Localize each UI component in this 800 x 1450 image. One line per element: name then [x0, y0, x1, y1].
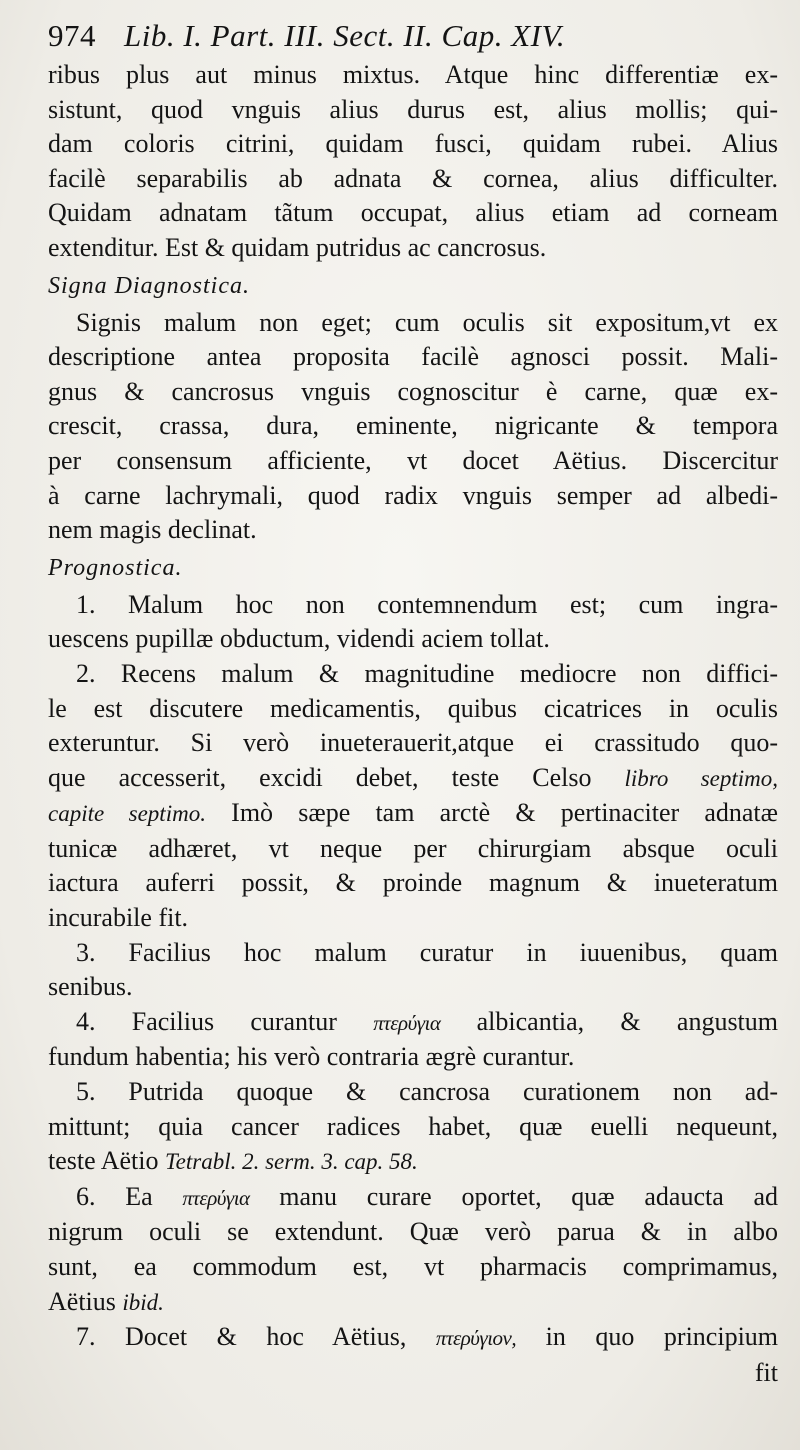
greek-word: πτερύγια [182, 1185, 250, 1210]
text-line: gnus & cancrosus vnguis cognoscitur è carne, quæ ex- [48, 376, 778, 406]
section-heading: Signa Diagnostica. [48, 272, 250, 299]
page-text [48, 58, 778, 1390]
text-line [48, 1180, 778, 1216]
text-line [48, 1144, 778, 1180]
text-run: in quo principium [545, 1322, 779, 1352]
text-run: albicantia, & angustum [476, 1006, 779, 1036]
citation: libro septimo, [624, 765, 778, 791]
citation: Tetrabl. 2. serm. 3. cap. 58. [164, 1149, 418, 1175]
text-line: senibus. [48, 972, 133, 1002]
text-line: uescens pupillæ obductum, videndi aciem tollat. [48, 624, 550, 654]
text-run: 4. Facilius curantur [76, 1006, 337, 1036]
text-line: le est discutere medicamentis, quibus cicatrices in oculis [48, 693, 778, 723]
text-run: Aëtius [48, 1286, 116, 1316]
text-line [48, 1005, 778, 1041]
text-run: 6. Ea [76, 1181, 153, 1211]
text-line [48, 796, 778, 832]
text-line: Signis malum non eget; cum oculis sit expositum,vt ex [76, 307, 778, 337]
text-line: mittunt; quia cancer radices habet, quæ euelli nequeunt, [48, 1111, 778, 1141]
text-line [48, 1320, 778, 1356]
citation: ibid. [122, 1289, 164, 1315]
text-line: 3. Facilius hoc malum curatur in iuuenibus, quam [76, 937, 778, 967]
text-line: sunt, ea commodum est, vt pharmacis comprimamus, [48, 1252, 778, 1281]
running-title: Lib. I. Part. III. Sect. II. Cap. XIV. [124, 18, 566, 53]
text-line: facilè separabilis ab adnata & cornea, alius difficulter. [48, 163, 778, 193]
greek-word: πτερύγια [373, 1010, 441, 1035]
text-line: exteruntur. Si verò inueterauerit,atque ei crassitudo quo- [48, 728, 778, 758]
text-run: Imò sæpe tam arctè & pertinaciter adnatæ [231, 798, 778, 828]
text-line: extenditur. Est & quidam putridus ac cancrosus. [48, 232, 547, 262]
text-run: teste Aëtio [48, 1146, 159, 1176]
text-line [48, 1285, 778, 1321]
section-heading: Prognostica. [48, 554, 183, 581]
text-line: iactura auferri possit, & proinde magnum & inueteratum [48, 868, 778, 898]
text-line [48, 761, 778, 797]
catchword: fit [754, 1357, 778, 1387]
greek-word: πτερύγιον, [435, 1326, 517, 1351]
text-line: fundum habentia; his verò contraria ægrè curantur. [48, 1042, 575, 1072]
text-line: ribus plus aut minus mixtus. Atque hinc differentiæ ex- [48, 60, 778, 89]
text-line: 5. Putrida quoque & cancrosa curationem non ad- [76, 1077, 778, 1107]
text-line: nigrum oculi se extendunt. Quæ verò parua & in albo [48, 1217, 778, 1247]
text-line: nem magis declinat. [48, 515, 257, 545]
text-line: sistunt, quod vnguis alius durus est, alius mollis; qui- [48, 94, 778, 124]
text-line: per consensum afficiente, vt docet Aëtius. Discercitur [48, 445, 778, 475]
text-line: dam coloris citrini, quidam fusci, quidam rubei. Alius [48, 129, 778, 159]
text-run: 7. Docet & hoc Aëtius, [76, 1322, 407, 1352]
running-header [48, 14, 778, 58]
page-number: 974 [48, 18, 96, 53]
text-line: crescit, crassa, dura, eminente, nigricante & tempora [48, 411, 778, 441]
text-run: que accesserit, excidi debet, teste Celso [48, 762, 592, 792]
text-line: descriptione antea proposita facilè agnosci possit. Mali- [48, 342, 778, 372]
text-line: tunicæ adhæret, vt neque per chirurgiam absque oculi [48, 833, 778, 863]
citation: capite septimo. [48, 801, 206, 827]
text-line: à carne lachrymali, quod radix vnguis semper ad albedi- [48, 480, 778, 510]
text-line: 1. Malum hoc non contemnendum est; cum ingra- [76, 589, 778, 619]
text-line: Quidam adnatam tãtum occupat, alius etiam ad corneam [48, 198, 778, 228]
text-line: 2. Recens malum & magnitudine mediocre non diffici- [76, 658, 778, 688]
text-line: incurabile fit. [48, 903, 189, 933]
text-run: manu curare oportet, quæ adaucta ad [279, 1181, 779, 1211]
